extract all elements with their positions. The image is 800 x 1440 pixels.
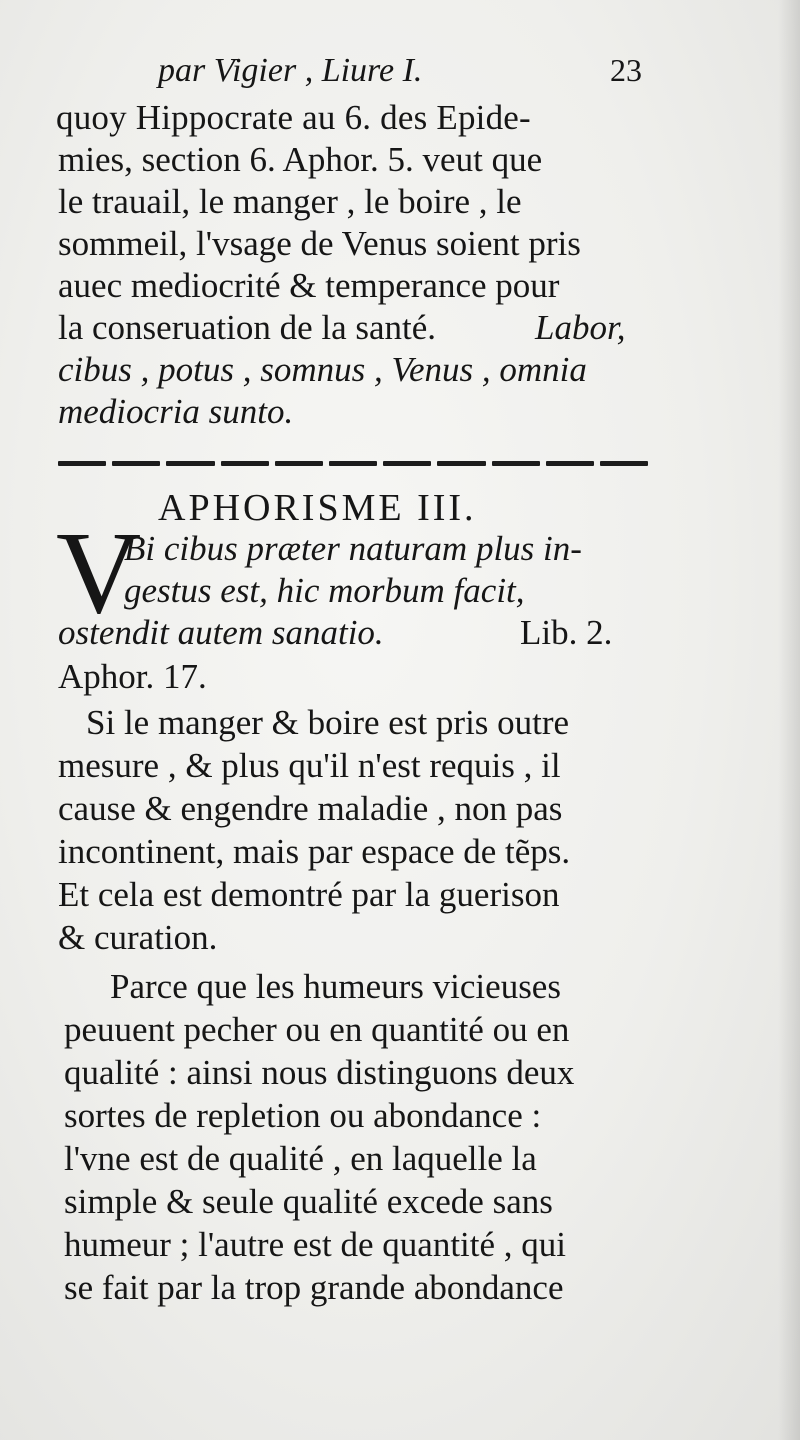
body-line: la conseruation de la santé. (58, 308, 437, 347)
body-line: Si le manger & boire est pris outre (86, 703, 570, 742)
body-line: quoy Hippocrate au 6. des Epide- (56, 98, 531, 137)
latin-phrase: Labor, (535, 308, 626, 347)
running-title: par Vigier , Liure I. (158, 52, 423, 89)
latin-line: cibus , potus , somnus , Venus , omnia (58, 350, 587, 389)
latin-line: mediocria sunto. (58, 392, 294, 431)
body-line: sortes de repletion ou abondance : (64, 1096, 542, 1135)
body-line: sommeil, l'vsage de Venus soient pris (58, 224, 581, 263)
aphorism-reference: Lib. 2. (520, 613, 613, 652)
body-line: qualité : ainsi nous distinguons deux (64, 1053, 575, 1092)
body-line: auec mediocrité & temperance pour (58, 266, 560, 305)
page-number: 23 (610, 52, 642, 88)
aphorism-latin-line: ostendit autem sanatio. (58, 613, 384, 652)
section-divider (58, 455, 648, 471)
drop-cap: V (56, 507, 142, 638)
aphorism-latin-line: gestus est, hic morbum facit, (124, 571, 525, 610)
body-line: mesure , & plus qu'il n'est requis , il (58, 746, 561, 785)
page-edge-shadow (778, 0, 800, 1440)
body-line: simple & seule qualité excede sans (64, 1182, 553, 1221)
body-line: mies, section 6. Aphor. 5. veut que (58, 140, 543, 179)
aphorism-reference: Aphor. 17. (58, 657, 207, 696)
body-line: Et cela est demontré par la guerison (58, 875, 560, 914)
body-line: l'vne est de qualité , en laquelle la (64, 1139, 537, 1178)
body-line: le trauail, le manger , le boire , le (58, 182, 522, 221)
body-line: cause & engendre maladie , non pas (58, 789, 563, 828)
body-line: se fait par la trop grande abondance (64, 1268, 564, 1307)
aphorism-latin-line: Bi cibus præter naturam plus in- (124, 529, 582, 568)
body-line: incontinent, mais par espace de tẽps. (58, 832, 571, 871)
body-line: Parce que les humeurs vicieuses (110, 967, 561, 1006)
page-header (0, 52, 800, 92)
aphorism-heading: APHORISME III. (158, 487, 477, 529)
body-line: peuuent pecher ou en quantité ou en (64, 1010, 570, 1049)
body-line: & curation. (58, 918, 218, 957)
body-line: humeur ; l'autre est de quantité , qui (64, 1225, 566, 1264)
